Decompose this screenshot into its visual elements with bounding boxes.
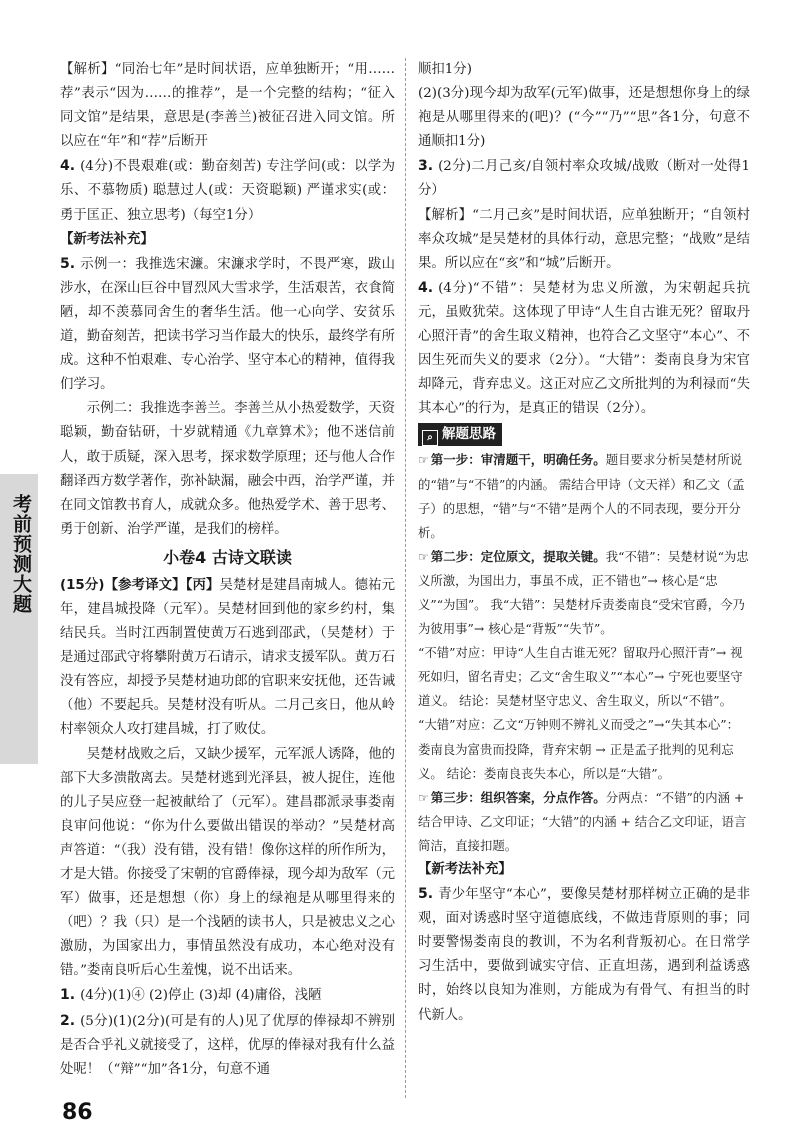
right-column (418, 58, 750, 1028)
new-method-tag-right: 【新考法补充】 (418, 862, 512, 877)
step-3: ☞ 第三步：组织答案，分点作答。分两点：“不错”的内涵 + 结合甲诗、乙文印证；“大错”的内涵 + 结合乙文印证，语言简洁，直接扣题。 (418, 786, 750, 858)
question-5-right: 5. 青少年坚守“本心”，要像吴楚材那样树立正确的是非观，面对诱惑时坚守道德底线，不做违背原则的事；同时要警惕娄南良的教训，不为名利背叛初心。在日常学习生活中，要做到诚实守信、正直坦荡，遇到利益诱惑时，始终以良知为准则，方能成为有骨气、有担当的时代新人。 (418, 886, 750, 1023)
magnifier-icon: ⌕ (422, 430, 438, 446)
translation-paragraph-1: (15分)【参考译文】【丙】吴楚材是建昌南城人。德祐元年，建昌城投降（元军）。吴楚材回到他的家乡约村，集结民兵。当时江西制置使黄万石逃到邵武，（吴楚材）于是通过邵武守将攀附黄万石请示，请求支援军队。黄万石没有答应，却授予吴楚材迪功郎的官职来安抚他，还告诫（他）不要起兵。吴楚材没有听从。二月己亥日，他从岭村率领众人攻打建昌城，打了败仗。 (60, 577, 395, 738)
page-number: 86 (62, 1100, 93, 1125)
step-2: ☞ 第二步：定位原文，提取关键。我“不错”：吴楚材说“为忠义所激，为国出力，事虽不成，正不错也”→ 核心是“忠义”“为国”。 我“大错”：吴楚材斥责娄南良“受宋官爵，今乃为彼用事”→ 核心是“背叛”“失节”。 (418, 545, 750, 641)
question-4-right: 4. (4分)“不错”：吴楚材为忠义所激，为宋朝起兵抗元，虽败犹荣。这体现了甲诗“人生自古谁无死？留取丹心照汗青”的舍生取义精神，也符合乙文坚守“本心”、不因生死而失义的要求（2分）。“大错”：娄南良身为宋官却降元，背弃忠义。这正对应乙文所批判的为利禄而“失其本心”的行为，是真正的错误（2分）。 (418, 279, 750, 417)
question-3-analysis: 【解析】“二月己亥”是时间状语，应单独断开；“自领村率众攻城”是吴楚材的具体行动，意思完整；“战败”是结果。所以应在“亥”和“城”后断开。 (418, 207, 750, 271)
side-tab-label: 考前预测大题 (10, 494, 32, 614)
question-3: 3. (2分)二月己亥/自领村率众攻城/战败（断对一处得1分） (418, 158, 750, 199)
pointing-hand-icon: ☞ (418, 453, 429, 468)
column-divider (405, 58, 406, 1098)
question-1: 1. (4分)(1)④ (2)停止 (3)却 (4)庸俗，浅陋 (60, 987, 322, 1004)
step-1: ☞ 第一步：审清题干，明确任务。题目要求分析吴楚材所说的“错”与“不错”的内涵。 需结合甲诗（文天祥）和乙文（孟子）的思想，“错”与“不错”是两个人的不同表现，要分开分析。 (418, 448, 750, 544)
step-2-correspondence-2: “大错”对应：乙文“万钟则不辨礼义而受之”→“失其本心”：娄南良为富贵而投降，背弃宋朝 → 正是孟子批判的见利忘义。 结论：娄南良丧失本心，所以是“大错”。 (418, 717, 739, 781)
question-5-example-1: 5. 示例一：我推选宋濂。宋濂求学时，不畏严寒，跋山涉水，在深山巨谷中冒烈风大雪求学，生活艰苦，衣食简陋，却不羡慕同舍生的奢华生活。他一心向学、安贫乐道，勤奋刻苦，把读书学习当作最大的快乐，最终学有所成。这种不怕艰难、专心治学、坚守本心的精神，值得我们学习。 (60, 255, 395, 393)
pointing-hand-icon: ☞ (418, 549, 429, 564)
side-tab (0, 474, 38, 764)
section-title: 小卷4 古诗文联读 (163, 547, 292, 567)
question-5-example-2: 示例二：我推选李善兰。李善兰从小热爱数学，天资聪颖，勤奋钻研，十岁就精通《九章算术》；他不迷信前人，敢于质疑，深入思考，探求数学原理；还与他人合作翻译西方数学著作，弥补缺漏，融会中西，治学严谨，并在同文馆教书育人，成就众多。他热爱学术、善于思考、勇于创新、治学严谨，是我们的榜样。 (60, 401, 395, 537)
question-2-continued: 顺扣1分) (418, 62, 472, 77)
analysis-paragraph: 【解析】“同治七年”是时间状语，应单独断开；“用……荐”表示“因为……的推荐”，是一个完整的结构；“征入同文馆”是结果，意思是(李善兰)被征召进入同文馆。所以应在“年”和“荐”后断开 (60, 62, 395, 150)
pointing-hand-icon: ☞ (418, 790, 429, 805)
left-column (60, 58, 395, 1082)
translation-paragraph-2: 吴楚材战败之后，又缺少援军，元军派人诱降，他的部下大多溃散离去。吴楚材逃到光泽县，被人捉住，连他的儿子吴应登一起被献给了（元军）。建昌郡派录事娄南良审问他说：“你为什么要做出错误的举动？”吴楚材高声答道：“（我）没有错，没有错！像你这样的所作所为，才是大错。你接受了宋朝的官爵俸禄，现今却为敌军（元军）做事，还是想想（你）身上的绿袍是从哪里得来的（吧）？我（只）是一个浅陋的读书人，只是被忠义之心激励，为国家出力，事情虽然没有成功，本心绝对没有错。”娄南良听后心生羞愧，说不出话来。 (60, 746, 395, 979)
question-2: 2. (5分)(1)(2分)(可是有的人)见了优厚的俸禄却不辨别是否合乎礼义就接受了，这样，优厚的俸禄对我有什么益处呢！（“辩”“加”各1分，句意不通 (60, 1012, 395, 1077)
step-2-correspondence-1: “不错”对应：甲诗“人生自古谁无死？留取丹心照汗青”→ 视死如归，留名青史；乙文“舍生取义”“本心”→ 宁死也要坚守道义。 结论：吴楚材坚守忠义、舍生取义，所以“不错”。 (418, 645, 743, 709)
new-method-tag: 【新考法补充】 (60, 231, 154, 247)
solution-thinking-header: ⌕ 解题思路 (418, 423, 502, 446)
question-2-part-2: (2)(3分)现今却为敌军(元军)做事，还是想想你身上的绿袍是从哪里得来的(吧)？(“今”“乃”“思”各1分，句意不通顺扣1分) (418, 86, 750, 150)
question-4: 4. (4分)不畏艰难(或：勤奋刻苦) 专注学问(或：以学为乐、不慕物质) 聪慧过人(或：天资聪颖) 严谨求实(或：勇于匡正、独立思考)（每空1分） (60, 158, 395, 223)
